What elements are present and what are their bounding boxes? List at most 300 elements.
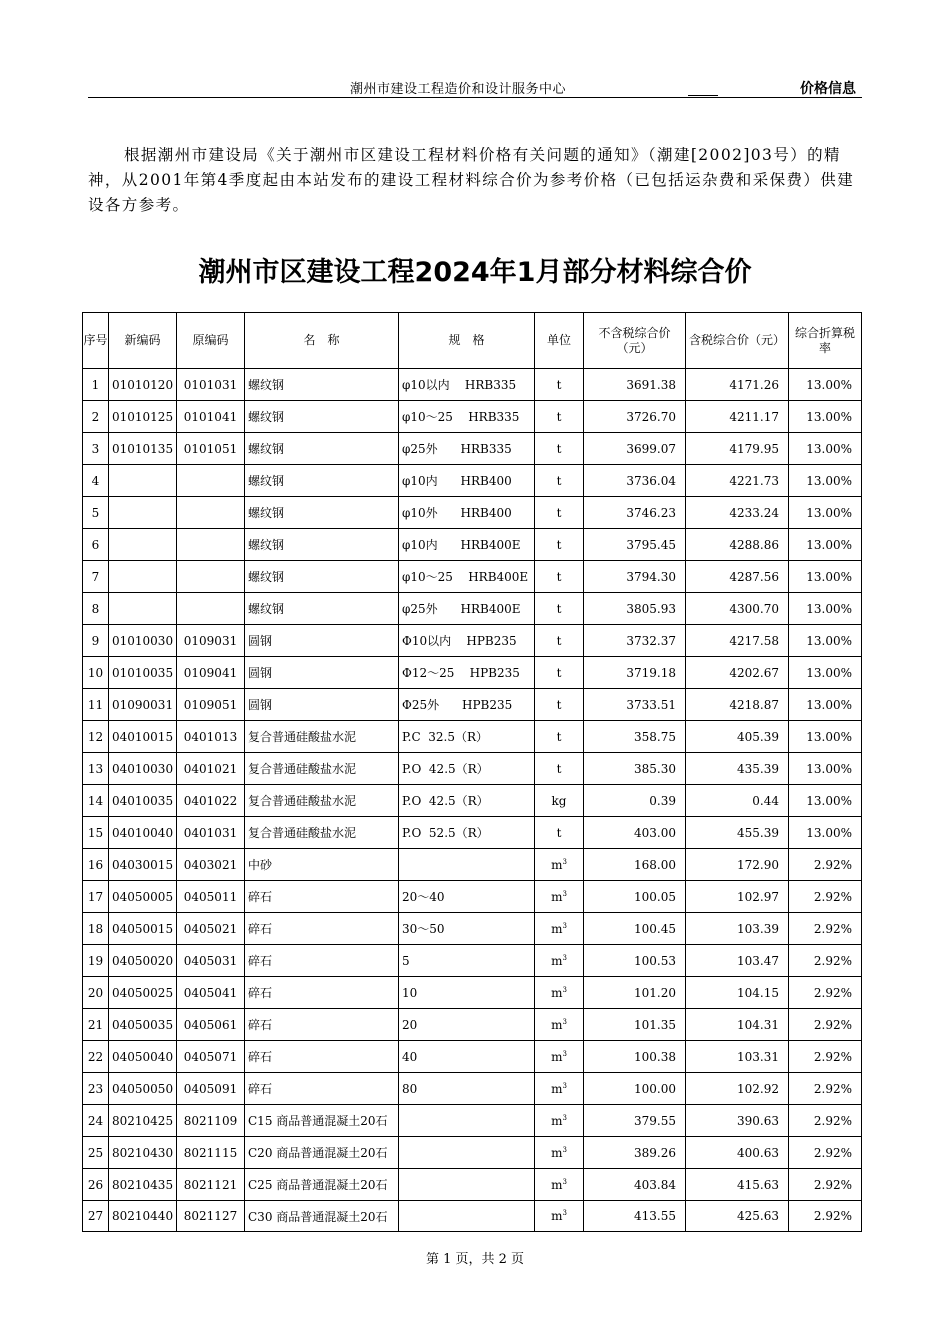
cell-name: 碎石 [245, 881, 399, 913]
cell-unit [535, 625, 584, 657]
unit-text: m [551, 1017, 563, 1032]
unit-superscript: 3 [562, 953, 567, 962]
unit-text: m [551, 985, 563, 1000]
cell-name: C30 商品普通混凝土20石 [245, 1201, 399, 1232]
cell-new-code: 01010125 [109, 401, 177, 433]
cell-price-in-tax: 4233.24 [686, 497, 789, 529]
cell-spec: φ25外 HRB335 [399, 433, 535, 465]
cell-tax-rate: 13.00% [789, 657, 862, 689]
cell-tax-rate: 2.92% [789, 1009, 862, 1041]
cell-seq: 13 [83, 753, 109, 785]
unit-superscript: 3 [562, 1081, 567, 1090]
cell-unit [535, 913, 584, 945]
table-header-row [83, 313, 862, 369]
unit-text: t [556, 633, 562, 648]
unit-text: m [551, 857, 563, 872]
cell-unit [535, 1169, 584, 1201]
cell-tax-rate: 2.92% [789, 945, 862, 977]
section-label: 价格信息 [800, 81, 856, 97]
cell-spec [399, 1169, 535, 1201]
cell-price-ex-tax: 100.05 [584, 881, 686, 913]
header-spec: 规 格 [399, 313, 535, 369]
cell-spec: φ10内 HRB400E [399, 529, 535, 561]
cell-name: 碎石 [245, 1009, 399, 1041]
cell-name: 碎石 [245, 945, 399, 977]
cell-new-code: 80210440 [109, 1201, 177, 1232]
unit-text: t [556, 473, 562, 488]
cell-spec: Φ10以内 HPB235 [399, 625, 535, 657]
cell-old-code: 0101051 [177, 433, 245, 465]
cell-unit [535, 1041, 584, 1073]
cell-tax-rate: 2.92% [789, 881, 862, 913]
cell-price-in-tax: 104.31 [686, 1009, 789, 1041]
cell-price-in-tax: 435.39 [686, 753, 789, 785]
cell-name: 螺纹钢 [245, 561, 399, 593]
table-row [83, 785, 862, 817]
table-row [83, 817, 862, 849]
table-row [83, 1041, 862, 1073]
cell-tax-rate: 13.00% [789, 689, 862, 721]
cell-new-code: 01090031 [109, 689, 177, 721]
cell-price-in-tax: 390.63 [686, 1105, 789, 1137]
cell-old-code [177, 497, 245, 529]
cell-seq: 10 [83, 657, 109, 689]
unit-superscript: 3 [562, 1177, 567, 1186]
cell-seq: 22 [83, 1041, 109, 1073]
organization-name: 潮州市建设工程造价和设计服务中心 [350, 82, 567, 97]
cell-seq: 18 [83, 913, 109, 945]
cell-old-code: 8021109 [177, 1105, 245, 1137]
cell-unit [535, 593, 584, 625]
cell-name: 螺纹钢 [245, 593, 399, 625]
unit-text: m [551, 1081, 563, 1096]
cell-new-code: 80210435 [109, 1169, 177, 1201]
cell-price-ex-tax: 168.00 [584, 849, 686, 881]
cell-seq: 4 [83, 465, 109, 497]
cell-seq: 9 [83, 625, 109, 657]
unit-text: t [556, 505, 562, 520]
cell-price-ex-tax: 3726.70 [584, 401, 686, 433]
cell-unit [535, 1105, 584, 1137]
cell-seq: 5 [83, 497, 109, 529]
table-row [83, 881, 862, 913]
cell-unit [535, 1137, 584, 1169]
cell-new-code: 04010030 [109, 753, 177, 785]
cell-old-code: 0405031 [177, 945, 245, 977]
cell-spec: φ10以内 HRB335 [399, 369, 535, 401]
cell-price-ex-tax: 389.26 [584, 1137, 686, 1169]
table-row [83, 721, 862, 753]
cell-spec: 20～40 [399, 881, 535, 913]
unit-superscript: 3 [562, 1145, 567, 1154]
cell-spec [399, 1137, 535, 1169]
cell-tax-rate: 13.00% [789, 625, 862, 657]
cell-name: 螺纹钢 [245, 465, 399, 497]
table-row [83, 977, 862, 1009]
unit-text: m [551, 1209, 563, 1223]
cell-new-code: 04050040 [109, 1041, 177, 1073]
cell-price-ex-tax: 413.55 [584, 1201, 686, 1232]
cell-tax-rate: 13.00% [789, 497, 862, 529]
cell-old-code: 0109031 [177, 625, 245, 657]
cell-price-in-tax: 4171.26 [686, 369, 789, 401]
cell-old-code [177, 465, 245, 497]
cell-price-in-tax: 103.31 [686, 1041, 789, 1073]
unit-text: m [551, 889, 563, 904]
cell-unit [535, 1201, 584, 1232]
unit-superscript: 3 [562, 1113, 567, 1122]
cell-old-code: 0405061 [177, 1009, 245, 1041]
cell-new-code: 04050050 [109, 1073, 177, 1105]
cell-unit [535, 817, 584, 849]
cell-name: C15 商品普通混凝土20石 [245, 1105, 399, 1137]
cell-new-code: 04050025 [109, 977, 177, 1009]
cell-unit [535, 945, 584, 977]
cell-price-in-tax: 425.63 [686, 1201, 789, 1232]
cell-seq: 7 [83, 561, 109, 593]
cell-spec: Φ12～25 HPB235 [399, 657, 535, 689]
cell-new-code: 04010040 [109, 817, 177, 849]
header-old-code: 原编码 [177, 313, 245, 369]
cell-price-ex-tax: 100.00 [584, 1073, 686, 1105]
cell-price-ex-tax: 0.39 [584, 785, 686, 817]
unit-text: m [551, 1177, 563, 1192]
cell-tax-rate: 13.00% [789, 817, 862, 849]
cell-price-in-tax: 104.15 [686, 977, 789, 1009]
cell-spec: φ10～25 HRB335 [399, 401, 535, 433]
document-title: 潮州市区建设工程2024年1月部分材料综合价 [198, 257, 752, 288]
cell-price-ex-tax: 403.00 [584, 817, 686, 849]
cell-tax-rate: 13.00% [789, 753, 862, 785]
cell-seq: 2 [83, 401, 109, 433]
cell-old-code [177, 593, 245, 625]
cell-tax-rate: 13.00% [789, 401, 862, 433]
cell-new-code: 80210430 [109, 1137, 177, 1169]
cell-price-in-tax: 0.44 [686, 785, 789, 817]
cell-new-code: 80210425 [109, 1105, 177, 1137]
cell-unit [535, 433, 584, 465]
cell-seq: 3 [83, 433, 109, 465]
cell-tax-rate: 2.92% [789, 849, 862, 881]
cell-spec: 10 [399, 977, 535, 1009]
cell-name: 圆钢 [245, 625, 399, 657]
header-unit: 单位 [535, 313, 584, 369]
table-row [83, 593, 862, 625]
table-row [83, 657, 862, 689]
page-footer: 第 1 页，共 2 页 [425, 1252, 525, 1267]
cell-spec [399, 1105, 535, 1137]
cell-name: 螺纹钢 [245, 401, 399, 433]
cell-name: 螺纹钢 [245, 369, 399, 401]
cell-new-code: 04050035 [109, 1009, 177, 1041]
cell-tax-rate: 13.00% [789, 593, 862, 625]
cell-seq: 6 [83, 529, 109, 561]
cell-spec: P.O 42.5（R） [399, 753, 535, 785]
table-row [83, 753, 862, 785]
cell-tax-rate: 2.92% [789, 977, 862, 1009]
cell-name: 复合普通硅酸盐水泥 [245, 753, 399, 785]
cell-price-ex-tax: 403.84 [584, 1169, 686, 1201]
header-new-code: 新编码 [109, 313, 177, 369]
cell-seq: 16 [83, 849, 109, 881]
cell-price-in-tax: 102.92 [686, 1073, 789, 1105]
cell-old-code: 0401013 [177, 721, 245, 753]
cell-unit [535, 561, 584, 593]
cell-name: 复合普通硅酸盐水泥 [245, 817, 399, 849]
table-row [83, 497, 862, 529]
cell-new-code: 04010015 [109, 721, 177, 753]
cell-unit [535, 369, 584, 401]
header-price-ex-tax: 不含税综合价（元） [584, 313, 686, 369]
unit-text: t [556, 601, 562, 616]
cell-price-in-tax: 455.39 [686, 817, 789, 849]
cell-old-code: 0405041 [177, 977, 245, 1009]
cell-price-ex-tax: 3736.04 [584, 465, 686, 497]
cell-price-in-tax: 4217.58 [686, 625, 789, 657]
intro-paragraph [88, 143, 864, 218]
cell-unit [535, 721, 584, 753]
cell-price-ex-tax: 3691.38 [584, 369, 686, 401]
cell-old-code: 8021127 [177, 1201, 245, 1232]
cell-price-ex-tax: 3794.30 [584, 561, 686, 593]
cell-name: C25 商品普通混凝土20石 [245, 1169, 399, 1201]
cell-tax-rate: 2.92% [789, 1201, 862, 1232]
cell-old-code: 0101041 [177, 401, 245, 433]
table-body [83, 369, 862, 1232]
cell-spec: 20 [399, 1009, 535, 1041]
cell-tax-rate: 13.00% [789, 369, 862, 401]
table-row [83, 689, 862, 721]
table-row [83, 1073, 862, 1105]
unit-text: t [556, 665, 562, 680]
cell-old-code: 0401031 [177, 817, 245, 849]
table-row [83, 561, 862, 593]
cell-old-code: 8021115 [177, 1137, 245, 1169]
header-name: 名 称 [245, 313, 399, 369]
cell-tax-rate: 2.92% [789, 1137, 862, 1169]
cell-name: 碎石 [245, 977, 399, 1009]
cell-new-code: 04050005 [109, 881, 177, 913]
cell-old-code [177, 529, 245, 561]
unit-text: t [556, 729, 562, 744]
cell-price-ex-tax: 3805.93 [584, 593, 686, 625]
cell-old-code: 0405021 [177, 913, 245, 945]
cell-seq: 24 [83, 1105, 109, 1137]
cell-spec: φ10外 HRB400 [399, 497, 535, 529]
cell-seq: 1 [83, 369, 109, 401]
cell-tax-rate: 2.92% [789, 1169, 862, 1201]
cell-price-in-tax: 4179.95 [686, 433, 789, 465]
unit-text: m [551, 1113, 563, 1128]
cell-new-code: 04030015 [109, 849, 177, 881]
cell-spec: φ25外 HRB400E [399, 593, 535, 625]
cell-unit [535, 849, 584, 881]
cell-price-in-tax: 4287.56 [686, 561, 789, 593]
unit-text: t [556, 377, 562, 392]
cell-seq: 11 [83, 689, 109, 721]
page-header [88, 78, 862, 98]
unit-text: m [551, 1145, 563, 1160]
cell-spec: 40 [399, 1041, 535, 1073]
cell-name: 螺纹钢 [245, 529, 399, 561]
cell-old-code: 0101031 [177, 369, 245, 401]
header-tax-rate: 综合折算税率 [789, 313, 862, 369]
cell-new-code [109, 561, 177, 593]
cell-seq: 12 [83, 721, 109, 753]
cell-name: C20 商品普通混凝土20石 [245, 1137, 399, 1169]
unit-text: t [556, 537, 562, 552]
unit-text: t [556, 697, 562, 712]
header-underline-mark [688, 95, 718, 96]
table-row [83, 401, 862, 433]
cell-price-in-tax: 4221.73 [686, 465, 789, 497]
table-row [83, 913, 862, 945]
cell-unit [535, 753, 584, 785]
table-row [83, 1105, 862, 1137]
cell-new-code: 01010120 [109, 369, 177, 401]
cell-price-ex-tax: 100.45 [584, 913, 686, 945]
table-row [83, 849, 862, 881]
cell-seq: 27 [83, 1201, 109, 1232]
cell-unit [535, 977, 584, 1009]
cell-new-code: 01010030 [109, 625, 177, 657]
cell-price-in-tax: 4202.67 [686, 657, 789, 689]
cell-old-code: 0403021 [177, 849, 245, 881]
cell-seq: 19 [83, 945, 109, 977]
table-row [83, 465, 862, 497]
unit-text: m [551, 1049, 563, 1064]
cell-spec: φ10～25 HRB400E [399, 561, 535, 593]
cell-unit [535, 465, 584, 497]
cell-name: 碎石 [245, 913, 399, 945]
cell-price-ex-tax: 3719.18 [584, 657, 686, 689]
cell-unit [535, 497, 584, 529]
cell-spec: φ10内 HRB400 [399, 465, 535, 497]
cell-name: 螺纹钢 [245, 497, 399, 529]
cell-price-in-tax: 172.90 [686, 849, 789, 881]
cell-price-in-tax: 4218.87 [686, 689, 789, 721]
cell-unit [535, 401, 584, 433]
cell-seq: 20 [83, 977, 109, 1009]
cell-tax-rate: 13.00% [789, 433, 862, 465]
table-row [83, 1137, 862, 1169]
unit-text: kg [551, 793, 567, 808]
cell-old-code: 8021121 [177, 1169, 245, 1201]
table-row [83, 369, 862, 401]
cell-price-in-tax: 4288.86 [686, 529, 789, 561]
unit-superscript: 3 [562, 889, 567, 898]
cell-old-code: 0109041 [177, 657, 245, 689]
cell-tax-rate: 13.00% [789, 561, 862, 593]
unit-superscript: 3 [562, 921, 567, 930]
cell-name: 圆钢 [245, 657, 399, 689]
cell-spec: 5 [399, 945, 535, 977]
cell-price-in-tax: 103.39 [686, 913, 789, 945]
unit-text: t [556, 569, 562, 584]
cell-price-in-tax: 415.63 [686, 1169, 789, 1201]
header-seq: 序号 [83, 313, 109, 369]
cell-unit [535, 785, 584, 817]
table-row [83, 1201, 862, 1232]
cell-spec: P.C 32.5（R） [399, 721, 535, 753]
cell-name: 复合普通硅酸盐水泥 [245, 785, 399, 817]
cell-name: 复合普通硅酸盐水泥 [245, 721, 399, 753]
unit-text: t [556, 761, 562, 776]
cell-price-ex-tax: 3733.51 [584, 689, 686, 721]
table-row [83, 433, 862, 465]
cell-tax-rate: 2.92% [789, 1041, 862, 1073]
cell-seq: 17 [83, 881, 109, 913]
cell-name: 圆钢 [245, 689, 399, 721]
cell-old-code [177, 561, 245, 593]
cell-unit [535, 529, 584, 561]
cell-name: 中砂 [245, 849, 399, 881]
cell-spec: P.O 42.5（R） [399, 785, 535, 817]
cell-old-code: 0109051 [177, 689, 245, 721]
cell-new-code: 01010035 [109, 657, 177, 689]
cell-price-ex-tax: 3795.45 [584, 529, 686, 561]
unit-superscript: 3 [562, 1049, 567, 1058]
cell-old-code: 0401021 [177, 753, 245, 785]
cell-unit [535, 1073, 584, 1105]
cell-old-code: 0405011 [177, 881, 245, 913]
cell-price-ex-tax: 101.35 [584, 1009, 686, 1041]
cell-seq: 14 [83, 785, 109, 817]
cell-price-ex-tax: 358.75 [584, 721, 686, 753]
cell-price-ex-tax: 379.55 [584, 1105, 686, 1137]
cell-new-code: 01010135 [109, 433, 177, 465]
header-price-in-tax: 含税综合价（元） [686, 313, 789, 369]
cell-new-code [109, 593, 177, 625]
cell-seq: 21 [83, 1009, 109, 1041]
cell-unit [535, 881, 584, 913]
unit-superscript: 3 [562, 1209, 567, 1217]
cell-price-in-tax: 405.39 [686, 721, 789, 753]
cell-name: 碎石 [245, 1073, 399, 1105]
cell-price-ex-tax: 3732.37 [584, 625, 686, 657]
cell-price-in-tax: 4300.70 [686, 593, 789, 625]
unit-text: m [551, 921, 563, 936]
table-row [83, 945, 862, 977]
cell-spec [399, 1201, 535, 1232]
cell-unit [535, 689, 584, 721]
price-table [82, 312, 862, 1232]
cell-tax-rate: 2.92% [789, 1073, 862, 1105]
cell-spec [399, 849, 535, 881]
table-row [83, 529, 862, 561]
cell-tax-rate: 13.00% [789, 529, 862, 561]
cell-seq: 8 [83, 593, 109, 625]
table-row [83, 1169, 862, 1201]
cell-seq: 26 [83, 1169, 109, 1201]
cell-price-in-tax: 103.47 [686, 945, 789, 977]
cell-spec: P.O 52.5（R） [399, 817, 535, 849]
cell-price-ex-tax: 101.20 [584, 977, 686, 1009]
cell-spec: 80 [399, 1073, 535, 1105]
unit-superscript: 3 [562, 857, 567, 866]
cell-price-ex-tax: 100.38 [584, 1041, 686, 1073]
cell-name: 螺纹钢 [245, 433, 399, 465]
unit-text: t [556, 441, 562, 456]
cell-tax-rate: 2.92% [789, 1105, 862, 1137]
cell-new-code [109, 465, 177, 497]
cell-spec: 30～50 [399, 913, 535, 945]
unit-text: m [551, 953, 563, 968]
unit-text: t [556, 825, 562, 840]
cell-price-in-tax: 400.63 [686, 1137, 789, 1169]
cell-old-code: 0405071 [177, 1041, 245, 1073]
cell-seq: 15 [83, 817, 109, 849]
